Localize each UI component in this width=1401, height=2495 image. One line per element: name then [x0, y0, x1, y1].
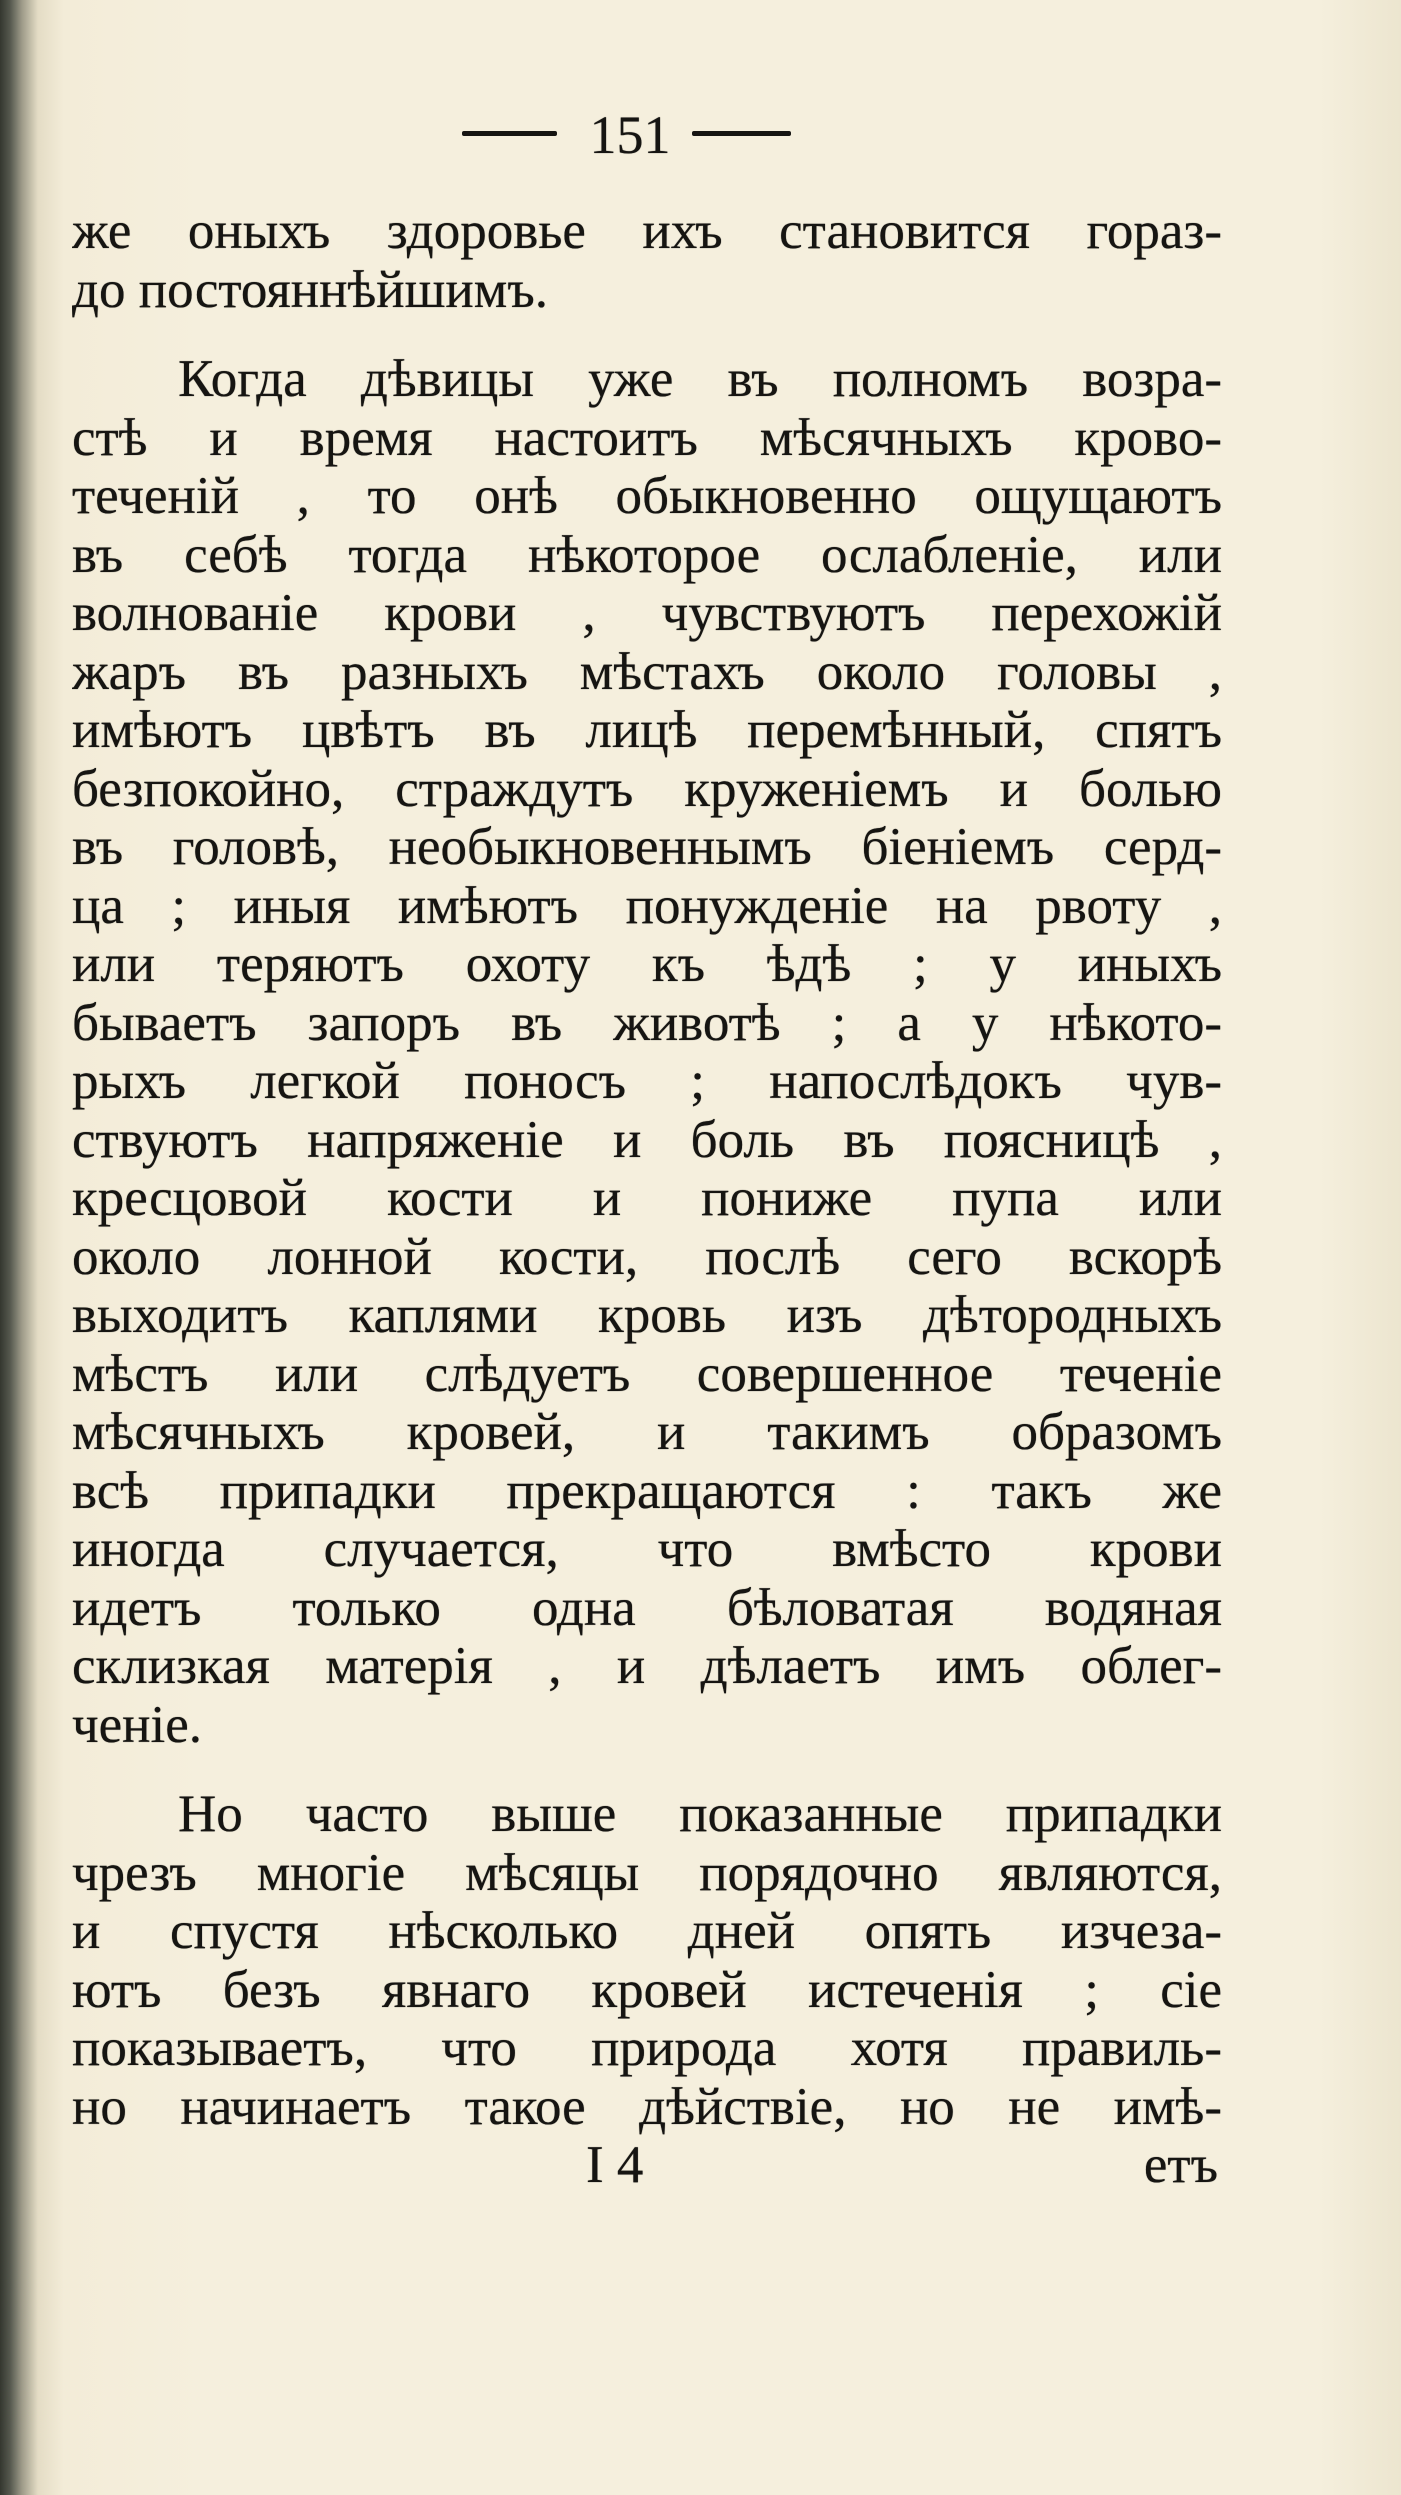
text-line: бываетъ запоръ въ животѣ ; а у нѣкото-	[72, 993, 1222, 1052]
text-line: имѣютъ цвѣтъ въ лицѣ перемѣнный, спятъ	[72, 701, 1222, 759]
paragraph	[72, 1785, 1222, 2136]
text-line: до постояннѣйшимъ.	[72, 260, 548, 319]
paragraph	[72, 202, 1222, 319]
text-line: ченіе.	[72, 1695, 203, 1754]
text-line: теченій , то онѣ обыкновенно ощущаютъ	[72, 467, 1222, 525]
page-header	[72, 100, 1222, 170]
text-line: идетъ только одна бѣловатая водяная	[72, 1578, 1222, 1637]
text-line: ютъ безъ явнаго кровей истеченія ; сіе	[72, 1960, 1222, 2019]
text-line: и спустя нѣсколько дней опять изчеза-	[72, 1902, 1222, 1960]
text-line: склизкая матерія , и дѣлаетъ имъ облег-	[72, 1637, 1222, 1695]
text-line: показываетъ, что природа хотя правиль-	[72, 2019, 1222, 2077]
text-line: ствуютъ напряженіе и боль въ поясницѣ ,	[72, 1110, 1222, 1169]
text-line: волнованіе крови , чувствуютъ перехожій	[72, 584, 1222, 642]
text-line: мѣсячныхъ кровей, и такимъ образомъ	[72, 1403, 1222, 1461]
text-line: чрезъ многіе мѣсяцы порядочно являются,	[72, 1843, 1222, 1902]
text-line: около лонной кости, послѣ сего вскорѣ	[72, 1227, 1222, 1286]
text-line: или теряютъ охоту къ ѣдѣ ; у иныхъ	[72, 935, 1222, 993]
header-rule-right	[692, 131, 791, 136]
text-line: Но часто выше показанные припадки	[178, 1785, 1222, 1843]
page-footer	[72, 2136, 1222, 2195]
text-line: ца ; иныя имѣютъ понужденіе на рвоту ,	[72, 876, 1222, 935]
text-line: но начинаетъ такое дѣйствіе, но не имѣ-	[72, 2077, 1222, 2136]
text-line: въ головѣ, необыкновеннымъ біеніемъ серд-	[72, 818, 1222, 876]
text-line: всѣ припадки прекращаются : такъ же	[72, 1461, 1222, 1520]
text-line: Когда дѣвицы уже въ полномъ возра-	[178, 350, 1222, 408]
text-line: мѣстъ или слѣдуетъ совершенное теченіе	[72, 1344, 1222, 1403]
text-line: жаръ въ разныхъ мѣстахъ около головы ,	[72, 642, 1222, 701]
text-line: выходитъ каплями кровь изъ дѣтородныхъ	[72, 1286, 1222, 1344]
catchword: етъ	[1143, 2136, 1218, 2194]
body-text	[72, 202, 1222, 2195]
paragraph	[72, 350, 1222, 1754]
text-line: иногда случается, что вмѣсто крови	[72, 1520, 1222, 1578]
header-rule-left	[462, 131, 557, 136]
text-line: въ себѣ тогда нѣкоторое ослабленіе, или	[72, 525, 1222, 584]
signature-mark: I 4	[586, 2136, 644, 2194]
page-number: 151	[589, 105, 671, 165]
text-line: безпокойно, страждутъ круженіемъ и болью	[72, 759, 1222, 818]
text-line: рыхъ легкой поносъ ; напослѣдокъ чув-	[72, 1052, 1222, 1110]
text-line: стѣ и время настоитъ мѣсячныхъ крово-	[72, 408, 1222, 467]
text-line: кресцовой кости и пониже пупа или	[72, 1169, 1222, 1227]
text-line: же оныхъ здоровье ихъ становится гораз-	[72, 202, 1222, 260]
